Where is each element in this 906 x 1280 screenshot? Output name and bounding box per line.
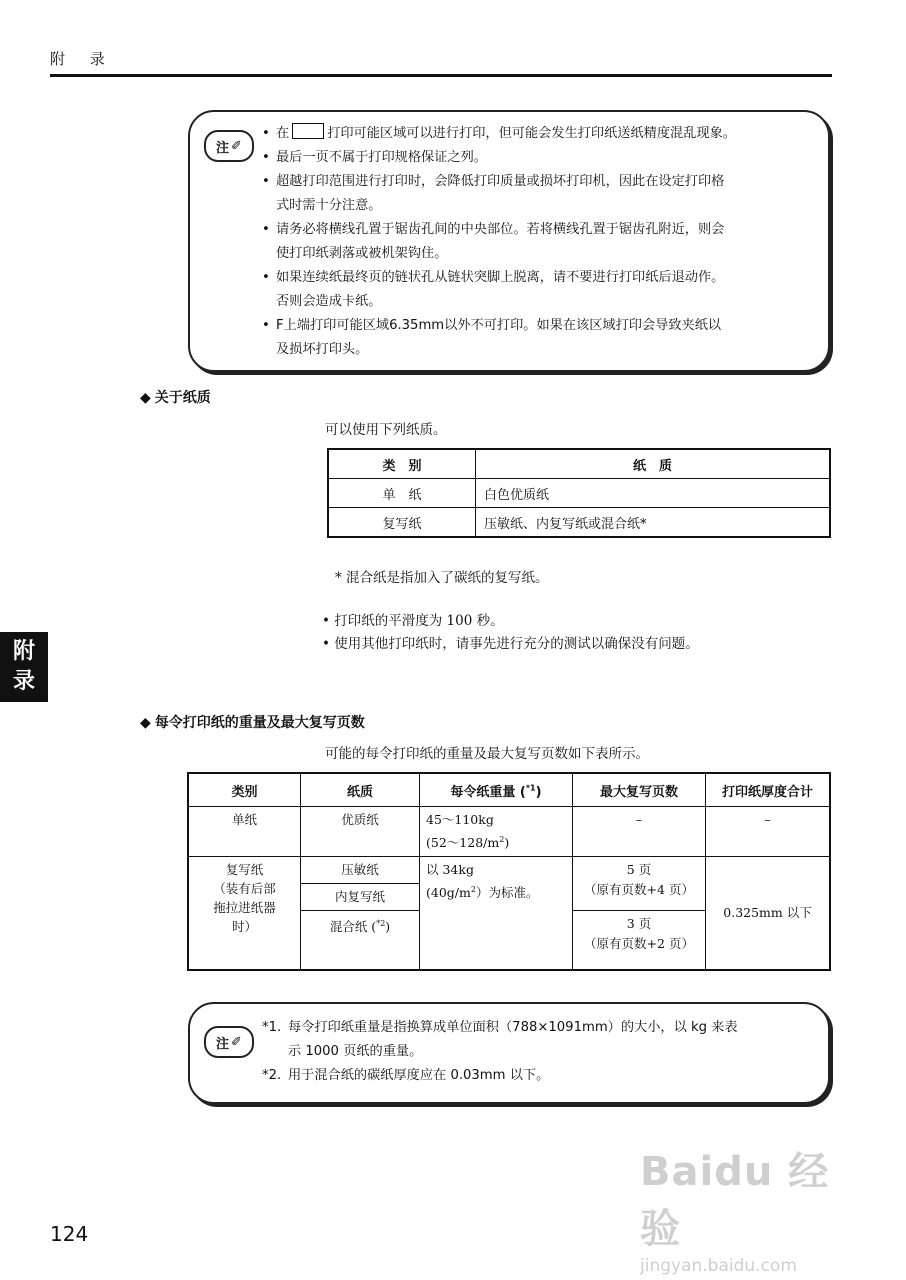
note-box-1: [188, 110, 830, 372]
note-list: [262, 122, 822, 362]
appendix-side-tab: 附 录: [0, 632, 48, 702]
section-intro: 可能的每令打印纸的重量及最大复写页数如下表所示。: [325, 746, 649, 762]
table-cell: 白色优质纸: [476, 479, 831, 508]
note-badge: [204, 1026, 254, 1058]
note-item: • 如果连续纸最终页的链状孔从链状突脚上脱离，请不要进行打印纸后退动作。 否则会造成卡纸。: [262, 266, 822, 314]
table-cell: 压敏纸: [301, 857, 420, 884]
table-row: [188, 807, 830, 857]
pencil-icon: ✐: [231, 138, 242, 154]
table-cell: 单纸: [188, 807, 301, 857]
table-row: [188, 857, 830, 884]
print-area-box: [292, 123, 324, 139]
section-title-paper-type: ◆ 关于纸质: [140, 390, 211, 406]
note-item: • 请务必将横线孔置于锯齿孔间的中央部位。若将横线孔置于锯齿孔附近，则会 使打印纸剥落或被机架钩住。: [262, 218, 822, 266]
table-cell: –: [706, 807, 831, 857]
table-header-row: [188, 773, 830, 807]
table-cell: 优质纸: [301, 807, 420, 857]
paper-bullets: [322, 610, 822, 656]
footnote-list: [262, 1016, 822, 1088]
note-badge-label: 注: [216, 1036, 230, 1052]
page-number: 124: [50, 1222, 89, 1246]
note-item: • 超越打印范围进行打印时，会降低打印质量或损坏打印机，因此在设定打印格 式时需十分注意。: [262, 170, 822, 218]
note-box-2: [188, 1002, 830, 1104]
table-row: [328, 508, 830, 538]
watermark-url: jingyan.baidu.com: [640, 1256, 797, 1276]
running-header: 附 录: [50, 50, 115, 68]
header-rule: [50, 74, 832, 77]
note-item: • 最后一页不属于打印规格保证之列。: [262, 146, 822, 170]
table-cell: 单 纸: [328, 479, 476, 508]
weight-table: [187, 772, 831, 971]
table-row: [328, 479, 830, 508]
list-item: • 打印纸的平滑度为 100 秒。: [322, 610, 822, 633]
note-badge-label: 注: [216, 140, 230, 156]
footnote-item: *1. 每令打印纸重量是指换算成单位面积（788×1091mm）的大小，以 kg 来表 示 1000 页纸的重量。: [262, 1020, 738, 1059]
list-item: • 使用其他打印纸时，请事先进行充分的测试以确保没有问题。: [322, 633, 822, 656]
table-cell: 混合纸 ($^{*2}$): [301, 911, 420, 971]
table-cell: 复写纸 （装有后部 拖拉进纸器 时）: [188, 857, 301, 971]
watermark-brand: Baidu 经验: [640, 1149, 830, 1252]
note-item: • 在 打印可能区域可以进行打印，但可能会发生打印纸送纸精度混乱现象。: [262, 122, 822, 146]
table-cell: 0.325mm 以下: [706, 857, 831, 971]
table-header-row: [328, 449, 830, 479]
baidu-watermark: [640, 1140, 860, 1276]
diamond-icon: ◆: [140, 715, 151, 731]
column-header: 纸 质: [476, 449, 831, 479]
section-intro: 可以使用下列纸质。: [325, 422, 447, 438]
table-cell: 5 页 （原有页数+4 页）: [573, 857, 706, 911]
diamond-icon: ◆: [140, 390, 151, 406]
column-header: 每令纸重量 ($^{*1}$): [420, 773, 573, 807]
table-cell: 3 页 （原有页数+2 页）: [573, 911, 706, 971]
table-cell: 压敏纸、内复写纸或混合纸*: [476, 508, 831, 538]
note-item: • F上端打印可能区域6.35mm以外不可打印。如果在该区域打印会导致夹纸以 及损坏打印头。: [262, 314, 822, 362]
column-header: 类别: [188, 773, 301, 807]
table-cell: 45～110kg $(52\sim 128/m^2)$: [420, 807, 573, 857]
table-cell: 复写纸: [328, 508, 476, 538]
column-header: 类 别: [328, 449, 476, 479]
column-header: 纸质: [301, 773, 420, 807]
section-title-weight: ◆ 每令打印纸的重量及最大复写页数: [140, 715, 365, 731]
table-cell: 内复写纸: [301, 884, 420, 911]
table-footnote: * 混合纸是指加入了碳纸的复写纸。: [335, 570, 549, 586]
pencil-icon: ✐: [231, 1034, 242, 1050]
table-cell: –: [573, 807, 706, 857]
column-header: 最大复写页数: [573, 773, 706, 807]
note-badge: [204, 130, 254, 162]
column-header: 打印纸厚度合计: [706, 773, 831, 807]
footnote-item: *2. 用于混合纸的碳纸厚度应在 0.03mm 以下。: [262, 1068, 550, 1083]
table-cell: 以 34kg $(40g/m^2)$为标准。: [420, 857, 573, 971]
paper-type-table: [327, 448, 831, 538]
